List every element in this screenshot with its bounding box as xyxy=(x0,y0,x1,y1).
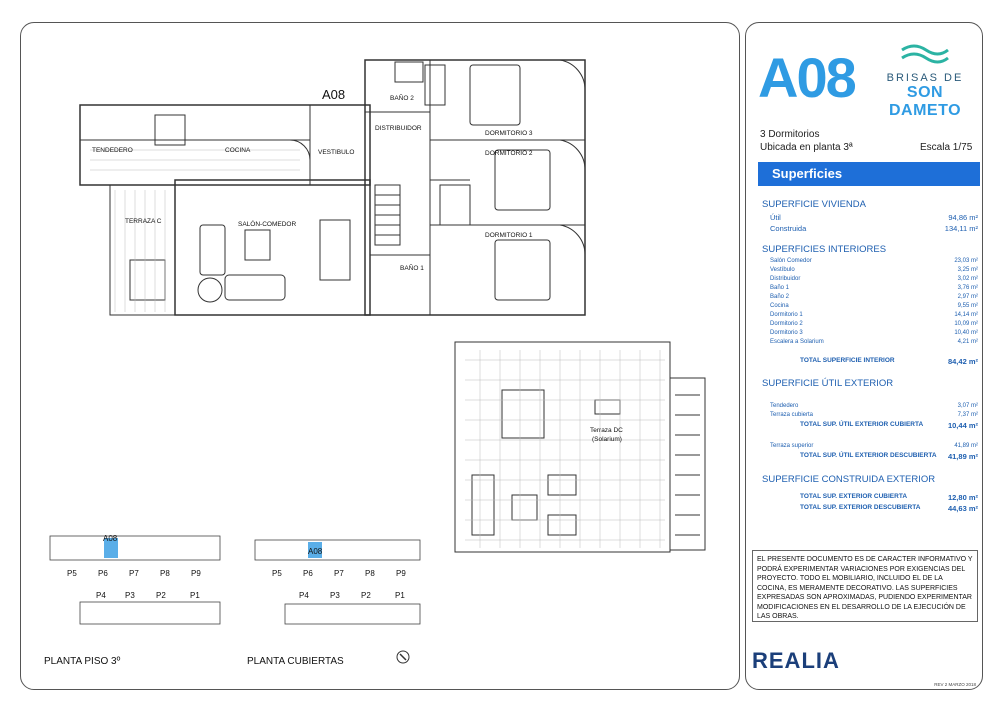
brand-line1: BRISAS DE xyxy=(886,72,964,84)
kp2-p9: P9 xyxy=(396,569,406,578)
brand-line2: SON DAMETO xyxy=(888,84,962,119)
ext-total-cubierta: TOTAL SUP. ÚTIL EXTERIOR CUBIERTA 10,44 m² xyxy=(800,421,978,430)
int-row-4: Baño 1 3,76 m² xyxy=(770,285,978,291)
interiores-heading: SUPERFICIES INTERIORES xyxy=(762,244,887,255)
brand-logo xyxy=(880,42,970,120)
int-row-3: Distribuidor 3,02 m² xyxy=(770,276,978,282)
scale: Escala 1/75 xyxy=(920,142,973,153)
kp1-p5: P5 xyxy=(67,569,77,578)
room-distribuidor: DISTRIBUIDOR xyxy=(375,125,422,132)
keyplan-roof-highlight: A08 xyxy=(308,547,323,556)
section-bar: Superficies xyxy=(758,162,980,186)
int-row-5: Baño 2 2,97 m² xyxy=(770,294,978,300)
kp2-p4: P4 xyxy=(299,591,309,600)
int-row-2: Vestíbulo 3,25 m² xyxy=(770,267,978,273)
const-total-descubierta: TOTAL SUP. EXTERIOR DESCUBIERTA 44,63 m² xyxy=(800,504,978,513)
roof-label: PLANTA CUBIERTAS xyxy=(247,656,344,667)
room-bano2: BAÑO 2 xyxy=(390,95,414,102)
kp1-p1: P1 xyxy=(190,591,200,600)
interiores-total: TOTAL SUPERFICIE INTERIOR 84,42 m² xyxy=(800,357,978,366)
kp2-p8: P8 xyxy=(365,569,375,578)
room-cocina: COCINA xyxy=(225,147,251,154)
kp2-p7: P7 xyxy=(334,569,344,578)
plan-unit-tag: A08 xyxy=(322,87,346,102)
disclaimer: EL PRESENTE DOCUMENTO ES DE CARACTER INFORMATIVO Y PODRÁ EXPERIMENTAR VARIACIONES POR EXIGENCIAS DEL PROYECTO. TODO EL MOBILIARIO, INCLUIDO EL DE LA COCINA, ES MERAMENTE DECORATIVO. LAS SUPERFICIES EXPRESADAS SON APROXIMADAS, PUDIENDO EXPERIMENTAR MODIFICACIONES EN EL DESARROLLO DE LA EJECUCIÓN DE LAS OBRAS. xyxy=(752,550,978,622)
room-vestibulo: VESTIBULO xyxy=(318,149,355,156)
vivienda-construida: Construida 134,11 m² xyxy=(770,224,978,233)
bedrooms: 3 Dormitorios xyxy=(760,129,820,140)
kp1-p8: P8 xyxy=(160,569,170,578)
room-tendedero: TENDEDERO xyxy=(92,147,133,154)
kp1-p7: P7 xyxy=(129,569,139,578)
room-terrazac: TERRAZA C xyxy=(125,218,162,225)
kp1-p2: P2 xyxy=(156,591,166,600)
floor-label: PLANTA PISO 3º xyxy=(44,656,121,667)
developer-logo: REALIA xyxy=(752,648,840,673)
int-row-9: Dormitorio 3 10,40 m² xyxy=(770,330,978,336)
ext-row-3: Terraza superior 41,89 m² xyxy=(770,443,978,449)
kp2-p3: P3 xyxy=(330,591,340,600)
keyplan-roof xyxy=(245,528,435,638)
int-row-6: Cocina 9,55 m² xyxy=(770,303,978,309)
room-dormitorio2: DORMITORIO 2 xyxy=(485,150,533,157)
ext-row-1: Tendedero 3,07 m² xyxy=(770,403,978,409)
room-dormitorio1: DORMITORIO 1 xyxy=(485,232,533,239)
vivienda-util: Útil 94,86 m² xyxy=(770,213,978,222)
vivienda-heading: SUPERFICIE VIVIENDA xyxy=(762,199,866,210)
kp2-p2: P2 xyxy=(361,591,371,600)
location: Ubicada en planta 3ª xyxy=(760,142,853,153)
kp1-p3: P3 xyxy=(125,591,135,600)
kp1-p9: P9 xyxy=(191,569,201,578)
exterior-util-heading: SUPERFICIE ÚTIL EXTERIOR xyxy=(762,378,894,389)
const-total-cubierta: TOTAL SUP. EXTERIOR CUBIERTA 12,80 m² xyxy=(800,493,978,502)
kp1-p4: P4 xyxy=(96,591,106,600)
room-bano1: BAÑO 1 xyxy=(400,265,424,272)
room-dormitorio3: DORMITORIO 3 xyxy=(485,130,533,137)
kp1-p6: P6 xyxy=(98,569,108,578)
ext-row-2: Terraza cubierta 7,37 m² xyxy=(770,412,978,418)
kp2-p6: P6 xyxy=(303,569,313,578)
keyplan-floor xyxy=(40,528,230,638)
int-row-8: Dormitorio 2 10,09 m² xyxy=(770,321,978,327)
room-solarium: (Solarium) xyxy=(592,436,622,443)
room-salon: SALÓN-COMEDOR xyxy=(238,221,297,228)
waves-icon xyxy=(900,42,950,66)
north-arrow-icon xyxy=(396,650,410,664)
kp2-p1: P1 xyxy=(395,591,405,600)
int-row-10: Escalera a Solarium 4,21 m² xyxy=(770,339,978,345)
int-row-7: Dormitorio 1 14,14 m² xyxy=(770,312,978,318)
unit-code: A08 xyxy=(758,46,855,109)
kp2-p5: P5 xyxy=(272,569,282,578)
room-terraza-dc: Terraza DC xyxy=(590,427,623,434)
keyplan-floor-highlight: A08 xyxy=(103,534,118,543)
ext-total-descubierta: TOTAL SUP. ÚTIL EXTERIOR DESCUBIERTA 41,89 m² xyxy=(800,452,978,461)
int-row-1: Salón Comedor 23,03 m² xyxy=(770,258,978,264)
revision: REV 2 MARZO 2018 xyxy=(934,682,976,687)
construida-heading: SUPERFICIE CONSTRUIDA EXTERIOR xyxy=(762,474,936,485)
